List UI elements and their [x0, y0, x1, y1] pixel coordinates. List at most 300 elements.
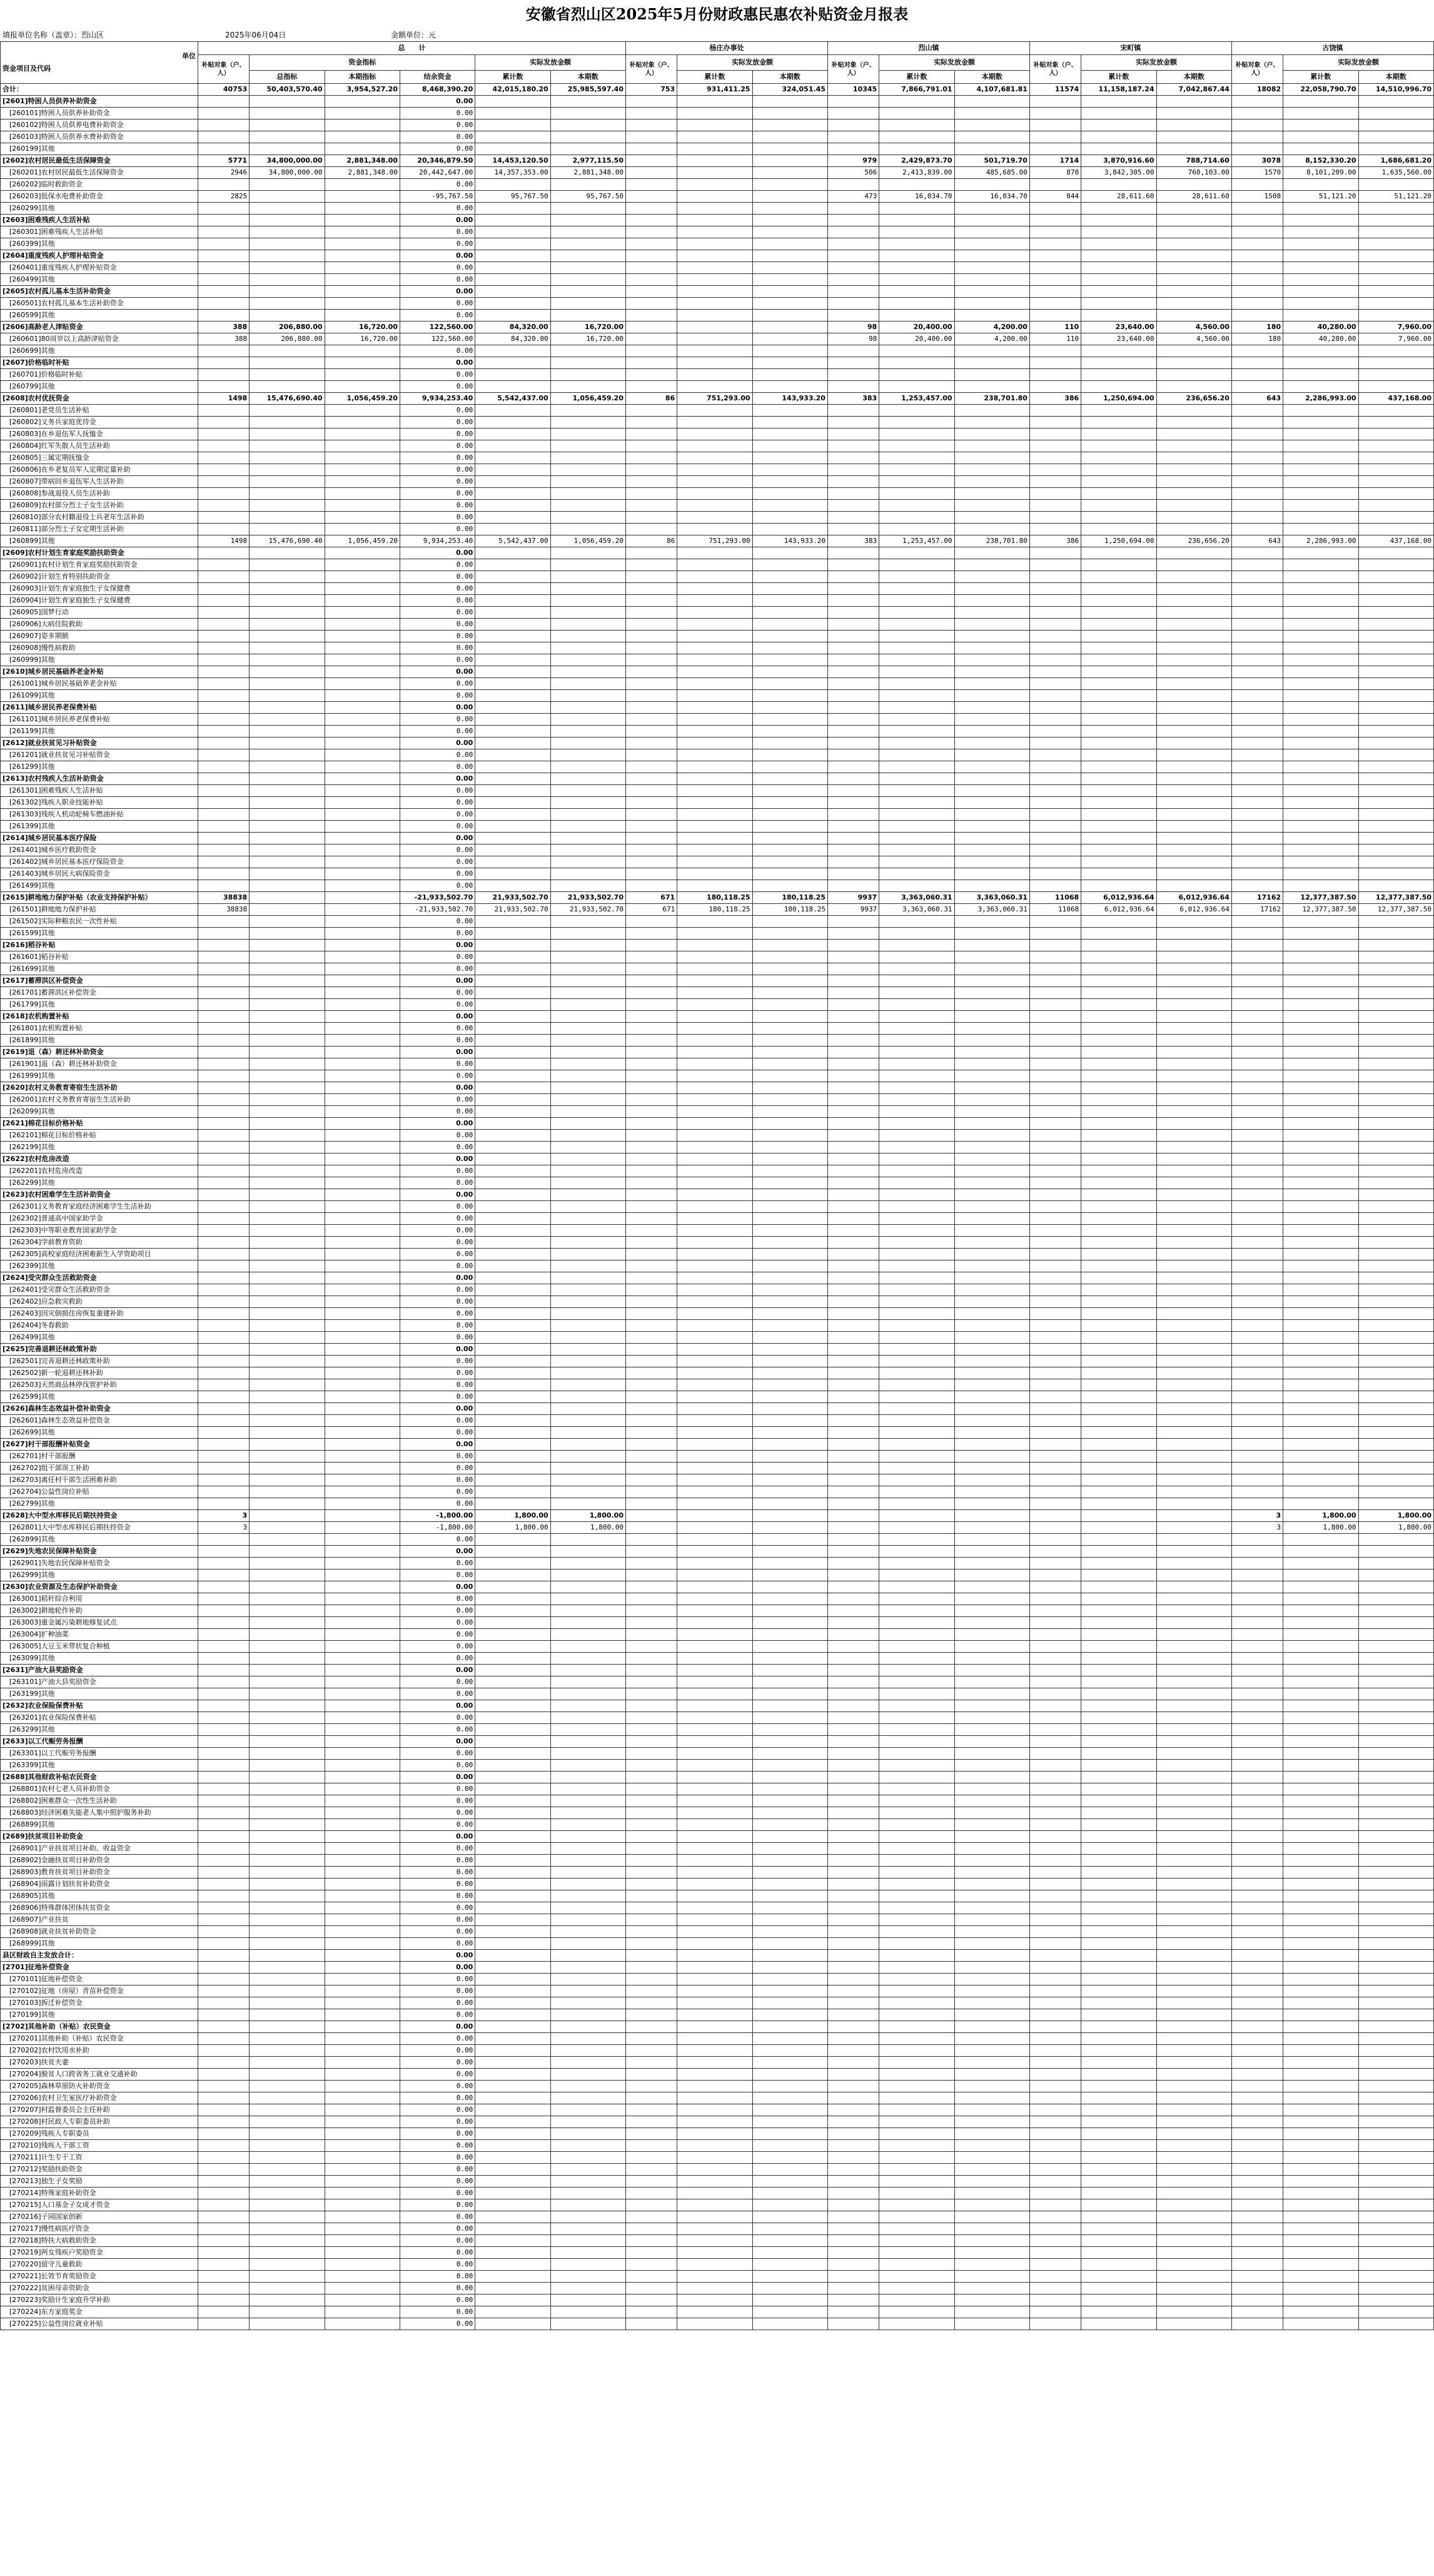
value-cell: [475, 238, 550, 250]
value-cell: [1081, 1914, 1156, 1926]
value-cell: [827, 1142, 879, 1154]
value-cell: [250, 1534, 325, 1546]
value-cell: [954, 642, 1029, 654]
value-cell: [1029, 1641, 1081, 1653]
value-cell: [325, 203, 400, 215]
value-cell: 0.00: [400, 702, 475, 714]
value-cell: [1283, 298, 1358, 310]
value-cell: [954, 607, 1029, 619]
value-cell: [550, 1058, 625, 1070]
value-cell: [1029, 1272, 1081, 1284]
value-cell: [827, 1926, 879, 1938]
value-cell: [954, 1997, 1029, 2009]
value-cell: [250, 1367, 325, 1379]
project-name-cell: [260501]农村孤儿基本生活补助资金: [1, 298, 198, 310]
value-cell: [1029, 714, 1081, 726]
value-cell: [1029, 951, 1081, 963]
value-cell: [677, 1938, 752, 1950]
value-cell: [250, 1914, 325, 1926]
cumulative-header: 累计数: [475, 71, 550, 84]
value-cell: [1358, 1795, 1434, 1807]
value-cell: 0.00: [400, 1653, 475, 1665]
value-cell: [1156, 1819, 1231, 1831]
value-cell: 844: [1029, 191, 1081, 203]
value-cell: [954, 464, 1029, 476]
project-name-cell: [268905]其他: [1, 1890, 198, 1902]
value-cell: [1283, 1914, 1358, 1926]
value-cell: [1029, 1201, 1081, 1213]
value-cell: [198, 428, 249, 440]
value-cell: [198, 2259, 249, 2271]
value-cell: [1156, 2235, 1231, 2247]
value-cell: [550, 1260, 625, 1272]
value-cell: [1231, 1201, 1283, 1213]
value-cell: [879, 238, 954, 250]
value-cell: [475, 1831, 550, 1843]
value-cell: [1029, 987, 1081, 999]
value-cell: 751,293.00: [677, 535, 752, 547]
value-cell: [954, 1962, 1029, 1974]
value-cell: [1029, 726, 1081, 738]
value-cell: [827, 1308, 879, 1320]
value-cell: [1081, 987, 1156, 999]
value-cell: [1231, 2295, 1283, 2306]
value-cell: [475, 1213, 550, 1225]
value-cell: [1081, 678, 1156, 690]
value-cell: [1081, 1047, 1156, 1058]
table-row: [1, 2223, 1434, 2235]
value-cell: [827, 215, 879, 226]
value-cell: 2,881,348.00: [325, 167, 400, 179]
value-cell: [475, 417, 550, 428]
value-cell: [325, 821, 400, 833]
value-cell: [625, 761, 677, 773]
value-cell: [1081, 452, 1156, 464]
value-cell: [1231, 714, 1283, 726]
region-header-3: 古饶镇: [1231, 42, 1433, 55]
value-cell: [1081, 1831, 1156, 1843]
value-cell: [1156, 1629, 1231, 1641]
value-cell: 20,442,647.00: [400, 167, 475, 179]
value-cell: [954, 405, 1029, 417]
value-cell: [1283, 856, 1358, 868]
project-name-cell: [260899]其他: [1, 535, 198, 547]
value-cell: [1156, 738, 1231, 749]
value-cell: [1283, 1070, 1358, 1082]
value-cell: [625, 1819, 677, 1831]
value-cell: [1283, 1320, 1358, 1332]
value-cell: [550, 1463, 625, 1474]
value-cell: [1156, 2140, 1231, 2152]
value-cell: [325, 797, 400, 809]
value-cell: [550, 1569, 625, 1581]
value-cell: [550, 1546, 625, 1558]
value-cell: [475, 1439, 550, 1451]
value-cell: [250, 1712, 325, 1724]
value-cell: [954, 726, 1029, 738]
value-cell: [1358, 440, 1434, 452]
value-cell: [198, 726, 249, 738]
value-cell: [1029, 1890, 1081, 1902]
value-cell: [550, 250, 625, 262]
value-cell: 2946: [198, 167, 249, 179]
project-name-cell: [2621]棉花目标价格补贴: [1, 1118, 198, 1130]
value-cell: [827, 1736, 879, 1748]
value-cell: [325, 1498, 400, 1510]
value-cell: [1358, 1617, 1434, 1629]
value-cell: [325, 785, 400, 797]
value-cell: 0.00: [400, 2081, 475, 2092]
value-cell: [250, 2271, 325, 2283]
value-cell: [250, 2164, 325, 2176]
value-cell: [198, 1890, 249, 1902]
value-cell: [1283, 1653, 1358, 1665]
value-cell: [827, 1130, 879, 1142]
value-cell: [550, 274, 625, 286]
value-cell: [475, 1546, 550, 1558]
value-cell: [1358, 773, 1434, 785]
value-cell: [1231, 809, 1283, 821]
value-cell: [325, 96, 400, 108]
value-cell: [250, 1593, 325, 1605]
table-row: [1, 844, 1434, 856]
project-name-cell: [260905]国梦行动: [1, 607, 198, 619]
value-cell: [1156, 524, 1231, 535]
table-row: [1, 84, 1434, 96]
value-cell: 236,656.20: [1156, 535, 1231, 547]
value-cell: [1081, 1344, 1156, 1356]
value-cell: [1358, 821, 1434, 833]
project-name-cell: [270209]残疾人专职委员: [1, 2128, 198, 2140]
value-cell: [954, 1403, 1029, 1415]
value-cell: 0.00: [400, 1593, 475, 1605]
value-cell: [1081, 1795, 1156, 1807]
value-cell: [827, 2306, 879, 2318]
project-name-cell: [262403]因灾倒损住房恢复重建补助: [1, 1308, 198, 1320]
value-cell: [879, 2057, 954, 2069]
value-cell: [198, 1617, 249, 1629]
value-cell: [475, 1724, 550, 1736]
value-cell: [954, 2199, 1029, 2211]
value-cell: [752, 1415, 827, 1427]
value-cell: 0.00: [400, 357, 475, 369]
value-cell: [1081, 1415, 1156, 1427]
value-cell: [954, 1700, 1029, 1712]
value-cell: [1283, 1629, 1358, 1641]
value-cell: [752, 1023, 827, 1035]
value-cell: [1081, 143, 1156, 155]
value-cell: [325, 1819, 400, 1831]
value-cell: [550, 975, 625, 987]
value-cell: [1156, 1498, 1231, 1510]
value-cell: 40,280.00: [1283, 322, 1358, 333]
value-cell: [752, 1332, 827, 1344]
value-cell: 0.00: [400, 1819, 475, 1831]
value-cell: [827, 1510, 879, 1522]
value-cell: [625, 678, 677, 690]
value-cell: 16,720.00: [325, 333, 400, 345]
value-cell: [250, 1795, 325, 1807]
value-cell: [1081, 1177, 1156, 1189]
value-cell: [1283, 1997, 1358, 2009]
value-cell: [954, 488, 1029, 500]
value-cell: [475, 2176, 550, 2188]
value-cell: [625, 1676, 677, 1688]
value-cell: [1156, 2033, 1231, 2045]
value-cell: [250, 595, 325, 607]
value-cell: [827, 1760, 879, 1772]
value-cell: [752, 607, 827, 619]
table-row: [1, 179, 1434, 191]
value-cell: [325, 595, 400, 607]
value-cell: [1156, 2104, 1231, 2116]
value-cell: [1283, 951, 1358, 963]
value-cell: [827, 1665, 879, 1676]
value-cell: [250, 500, 325, 512]
value-cell: 751,293.00: [677, 393, 752, 405]
value-cell: [325, 940, 400, 951]
value-cell: [1358, 131, 1434, 143]
value-cell: [954, 1439, 1029, 1451]
value-cell: [1029, 500, 1081, 512]
value-cell: [827, 2116, 879, 2128]
value-cell: [475, 488, 550, 500]
value-cell: [1283, 1011, 1358, 1023]
value-cell: [827, 1237, 879, 1249]
value-cell: [198, 310, 249, 322]
value-cell: [1283, 1094, 1358, 1106]
value-cell: 0.00: [400, 761, 475, 773]
value-cell: [198, 96, 249, 108]
value-cell: 0.00: [400, 2092, 475, 2104]
value-cell: [1029, 2104, 1081, 2116]
value-cell: 0.00: [400, 1284, 475, 1296]
value-cell: [1156, 1058, 1231, 1070]
value-cell: 0.00: [400, 405, 475, 417]
value-cell: [827, 1950, 879, 1962]
value-cell: [827, 274, 879, 286]
project-name-cell: [261699]其他: [1, 963, 198, 975]
value-cell: [1081, 607, 1156, 619]
value-cell: [1283, 464, 1358, 476]
value-cell: [1358, 2199, 1434, 2211]
cumulative-header: 累计数: [1283, 71, 1358, 84]
value-cell: [1029, 1035, 1081, 1047]
table-row: [1, 1688, 1434, 1700]
value-cell: [550, 1617, 625, 1629]
value-cell: [827, 1581, 879, 1593]
value-cell: [325, 678, 400, 690]
value-cell: 0.00: [400, 607, 475, 619]
table-row: [1, 547, 1434, 559]
project-name-cell: [268906]特殊群体团体扶贫资金: [1, 1902, 198, 1914]
value-cell: [1358, 1760, 1434, 1772]
value-cell: [1156, 1439, 1231, 1451]
value-cell: 180,118.25: [677, 892, 752, 904]
value-cell: [677, 381, 752, 393]
value-cell: [475, 1082, 550, 1094]
value-cell: [1358, 452, 1434, 464]
value-cell: [677, 1783, 752, 1795]
value-cell: 9,934,253.40: [400, 393, 475, 405]
value-cell: [1029, 2199, 1081, 2211]
value-cell: [827, 928, 879, 940]
value-cell: [1081, 2295, 1156, 2306]
value-cell: [1231, 1356, 1283, 1367]
table-row: [1, 1047, 1434, 1058]
value-cell: [250, 571, 325, 583]
value-cell: [475, 1272, 550, 1284]
value-cell: 20,400.00: [879, 322, 954, 333]
value-cell: [625, 1938, 677, 1950]
value-cell: [625, 1249, 677, 1260]
value-cell: [1156, 1914, 1231, 1926]
value-cell: [677, 1379, 752, 1391]
value-cell: [325, 1023, 400, 1035]
value-cell: [1081, 2306, 1156, 2318]
value-cell: [325, 1653, 400, 1665]
value-cell: [1283, 1296, 1358, 1308]
value-cell: [827, 702, 879, 714]
value-cell: [625, 2283, 677, 2295]
value-cell: [1283, 1558, 1358, 1569]
value-cell: [1283, 1474, 1358, 1486]
table-row: [1, 1308, 1434, 1320]
value-cell: [625, 1165, 677, 1177]
value-cell: [1358, 1593, 1434, 1605]
value-cell: 1,800.00: [550, 1510, 625, 1522]
value-cell: [475, 298, 550, 310]
value-cell: [198, 1653, 249, 1665]
value-cell: [1156, 1593, 1231, 1605]
value-cell: 0.00: [400, 1534, 475, 1546]
table-row: [1, 238, 1434, 250]
value-cell: 20,400.00: [879, 333, 954, 345]
value-cell: [752, 2235, 827, 2247]
value-cell: [954, 2176, 1029, 2188]
project-name-cell: [262199]其他: [1, 1142, 198, 1154]
project-name-cell: [270211]计生专干工资: [1, 2152, 198, 2164]
value-cell: [550, 357, 625, 369]
value-cell: [325, 298, 400, 310]
value-cell: [250, 179, 325, 191]
value-cell: [625, 1451, 677, 1463]
value-cell: [250, 1142, 325, 1154]
value-cell: [475, 1249, 550, 1260]
value-cell: [677, 1498, 752, 1510]
value-cell: [827, 2104, 879, 2116]
value-cell: [1029, 96, 1081, 108]
value-cell: [325, 1154, 400, 1165]
value-cell: [1029, 654, 1081, 666]
value-cell: [1283, 714, 1358, 726]
value-cell: 0.00: [400, 262, 475, 274]
value-cell: [1283, 1926, 1358, 1938]
value-cell: [1231, 1593, 1283, 1605]
value-cell: [475, 559, 550, 571]
project-name-cell: [2632]农业保险保费补贴: [1, 1700, 198, 1712]
value-cell: [879, 1213, 954, 1225]
value-cell: 1714: [1029, 155, 1081, 167]
value-cell: [1283, 2223, 1358, 2235]
table-row: [1, 1546, 1434, 1558]
value-cell: [625, 1130, 677, 1142]
value-cell: [752, 1118, 827, 1130]
value-cell: 5,542,437.00: [475, 393, 550, 405]
value-cell: [1156, 1225, 1231, 1237]
table-row: [1, 2199, 1434, 2211]
value-cell: [1081, 1249, 1156, 1260]
value-cell: [325, 1974, 400, 1985]
value-cell: [879, 749, 954, 761]
value-cell: [625, 714, 677, 726]
value-cell: [550, 654, 625, 666]
value-cell: [1283, 2104, 1358, 2116]
value-cell: [879, 2104, 954, 2116]
value-cell: [1081, 2081, 1156, 2092]
value-cell: [954, 2223, 1029, 2235]
value-cell: 671: [625, 892, 677, 904]
project-name-cell: 县区财政自主发放合计：: [1, 1950, 198, 1962]
table-row: [1, 1736, 1434, 1748]
value-cell: [752, 428, 827, 440]
value-cell: [250, 310, 325, 322]
value-cell: [752, 975, 827, 987]
value-cell: [879, 1974, 954, 1985]
value-cell: [1156, 2128, 1231, 2140]
value-cell: [1358, 1890, 1434, 1902]
value-cell: [1029, 1843, 1081, 1855]
value-cell: [475, 1855, 550, 1867]
value-cell: [475, 262, 550, 274]
value-cell: [1358, 143, 1434, 155]
value-cell: [1358, 963, 1434, 975]
value-cell: 0.00: [400, 1403, 475, 1415]
project-name-cell: [262101]棉花目标价格补贴: [1, 1130, 198, 1142]
value-cell: [550, 951, 625, 963]
value-cell: [198, 1498, 249, 1510]
value-cell: -21,933,502.70: [400, 892, 475, 904]
value-cell: [1081, 96, 1156, 108]
value-cell: [752, 108, 827, 119]
actual-group-header: 实际发放金额: [677, 55, 828, 71]
this-index-header: 本期指标: [325, 71, 400, 84]
value-cell: [879, 1546, 954, 1558]
value-cell: [625, 1558, 677, 1569]
value-cell: [1156, 417, 1231, 428]
table-row: [1, 1320, 1434, 1332]
value-cell: [550, 1795, 625, 1807]
value-cell: [325, 131, 400, 143]
value-cell: [1231, 1451, 1283, 1463]
value-cell: [1283, 500, 1358, 512]
value-cell: [827, 203, 879, 215]
value-cell: [550, 1451, 625, 1463]
value-cell: [1081, 1534, 1156, 1546]
corner-header: [1, 42, 198, 84]
value-cell: [1029, 1439, 1081, 1451]
value-cell: [1156, 1736, 1231, 1748]
value-cell: [1029, 1783, 1081, 1795]
value-cell: [475, 179, 550, 191]
value-cell: [677, 1320, 752, 1332]
value-cell: [954, 2104, 1029, 2116]
value-cell: [879, 179, 954, 191]
value-cell: [250, 1617, 325, 1629]
value-cell: [625, 1391, 677, 1403]
value-cell: [752, 381, 827, 393]
value-cell: [325, 1772, 400, 1783]
